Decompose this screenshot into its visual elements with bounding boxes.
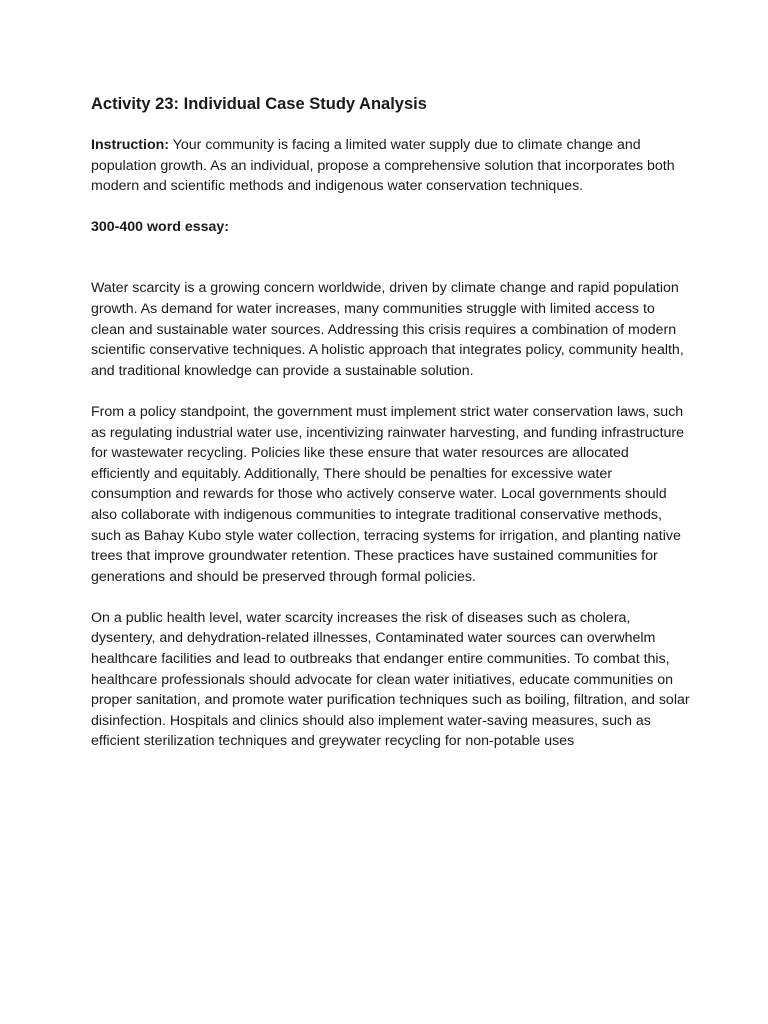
essay-length-label: 300-400 word essay: [91, 218, 230, 235]
instruction-text: Your community is facing a limited water supply due to climate change and population growth. As an individual, propose a comprehensive solution that incorporates both modern and scientific methods and indigenous water conservation techniques. [91, 137, 675, 195]
essay-paragraph-public-health: On a public health level, water scarcity increases the risk of diseases such as cholera, dysentery, and dehydration-related illnesses, Contaminated water sources can overwhelm healthcare facilities and lead to outbreaks that endanger entire communities. To combat this, healthcare professionals should advocate for clean water initiatives, educate communities on proper sanitation, and promote water purification techniques such as boiling, filtration, and solar disinfection. Hospitals and clinics should also implement water-saving measures, such as efficient sterilization techniques and greywater recycling for non-potable uses [91, 609, 690, 750]
document-title: Activity 23: Individual Case Study Analysis [91, 95, 427, 113]
instruction-label: Instruction: [91, 137, 170, 153]
document-content [91, 93, 691, 773]
essay-paragraph-intro: Water scarcity is a growing concern worldwide, driven by climate change and rapid population growth. As demand for water increases, many communities struggle with limited access to clean and sustainable water sources. Addressing this crisis requires a combination of modern scientific conservative techniques. A holistic approach that integrates policy, community health, and traditional knowledge can provide a sustainable solution. [91, 280, 684, 379]
essay-paragraph-policy: From a policy standpoint, the government must implement strict water conservation laws, such as regulating industrial water use, incentivizing rainwater harvesting, and funding infrastructure for wastewater recycling. Policies like these ensure that water resources are allocated efficiently and equitably. Additionally, There should be penalties for excessive water consumption and rewards for those who actively conserve water. Local governments should also collaborate with indigenous communities to integrate traditional conservative methods, such as Bahay Kubo style water collection, terracing systems for irrigation, and planting native trees that improve groundwater retention. These practices have sustained communities for generations and should be preserved through formal policies. [91, 403, 685, 585]
instruction-paragraph [91, 135, 691, 197]
